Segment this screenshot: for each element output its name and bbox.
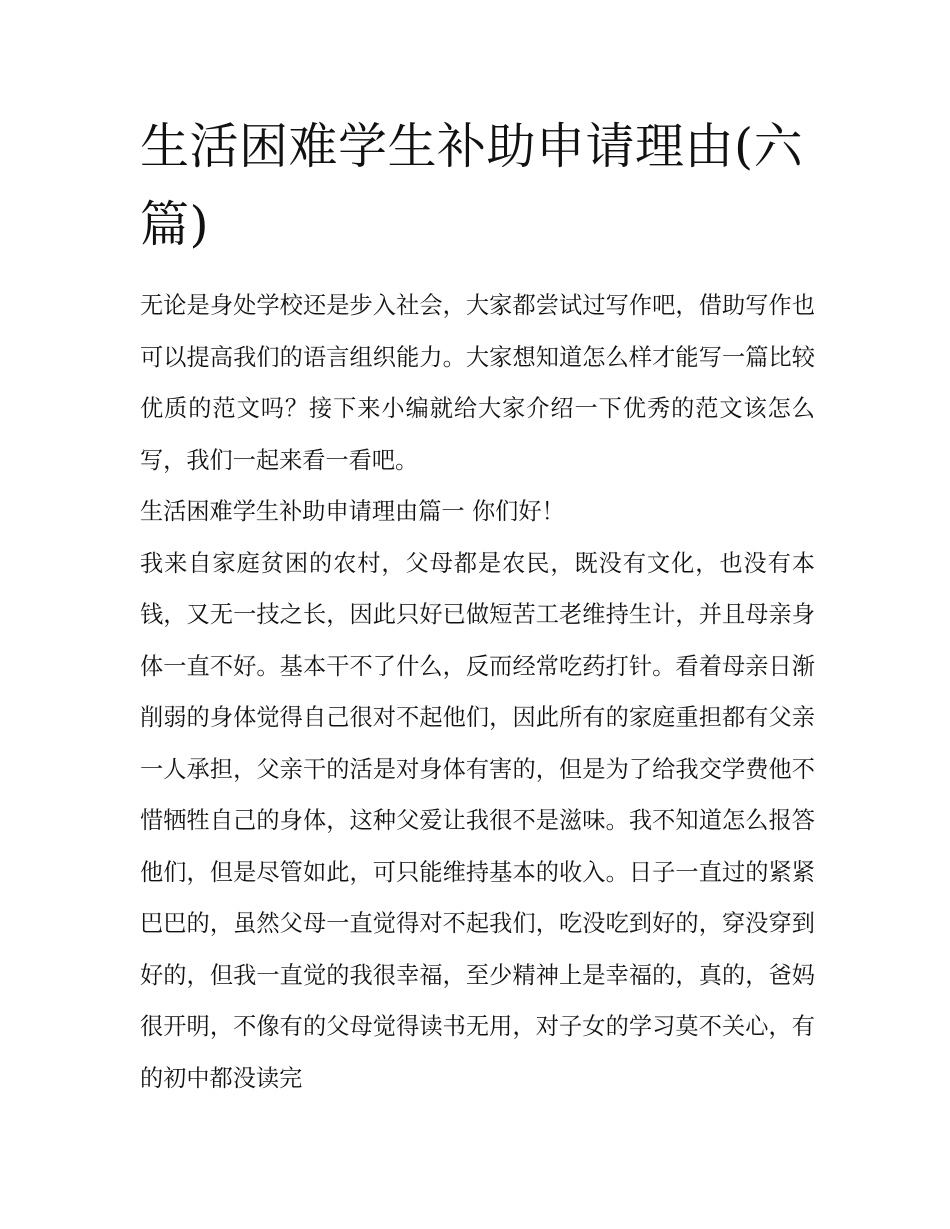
section-heading-paragraph: 生活困难学生补助申请理由篇一 你们好！ <box>140 498 565 525</box>
document-page <box>140 108 815 1104</box>
intro-paragraph: 无论是身处学校还是步入社会，大家都尝试过写作吧，借助写作也可以提高我们的语言组织能力。大家想知道怎么样才能写一篇比较优质的范文吗？接下来小编就给大家介绍一下优秀的范文该怎么写，我们一起来看一看吧。 <box>140 292 815 474</box>
body-paragraph: 我来自家庭贫困的农村，父母都是农民，既没有文化，也没有本钱，又无一技之长，因此只好已做短苦工老维持生计，并且母亲身体一直不好。基本干不了什么，反而经常吃药打针。看着母亲日渐削弱的身体觉得自己很对不起他们，因此所有的家庭重担都有父亲一人承担，父亲干的活是对身体有害的，但是为了给我交学费他不惜牺牲自己的身体，这种父爱让我很不是滋味。我不知道怎么报答他们，但是尽管如此，可只能维持基本的收入。日子一直过的紧紧巴巴的，虽然父母一直觉得对不起我们，吃没吃到好的，穿没穿到好的，但我一直觉的我很幸福，至少精神上是幸福的，真的，爸妈很开明，不像有的父母觉得读书无用，对子女的学习莫不关心，有的初中都没读完 <box>140 549 815 1092</box>
document-title: 生活困难学生补助申请理由(六篇) <box>140 118 804 253</box>
